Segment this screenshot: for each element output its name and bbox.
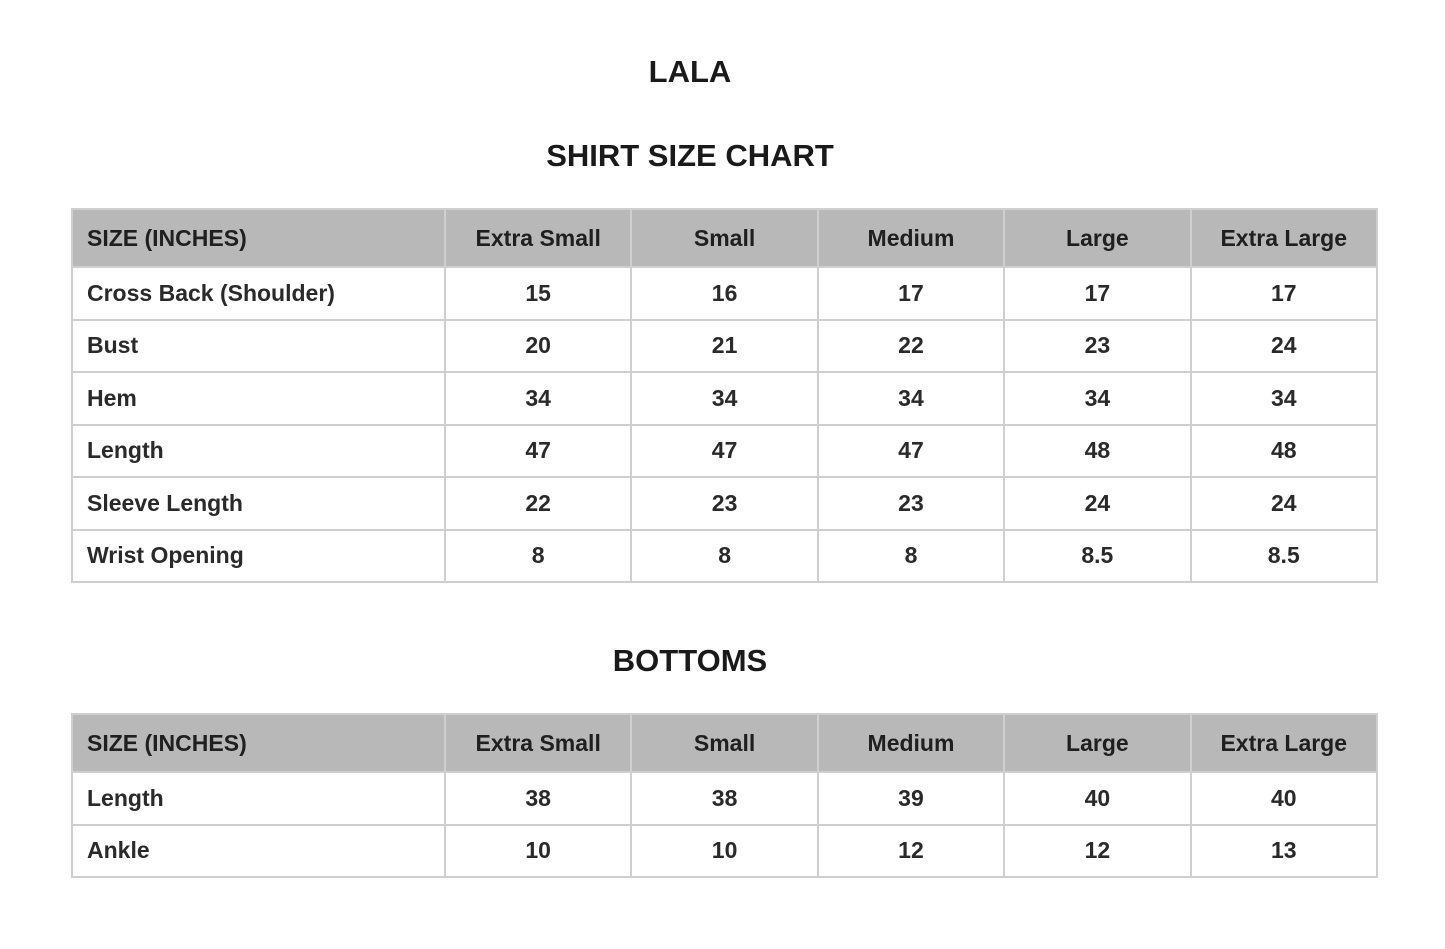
table-cell: 13 <box>1191 825 1377 878</box>
table-cell: 10 <box>631 825 817 878</box>
table-cell: 34 <box>1191 372 1377 425</box>
table-cell: 8 <box>631 530 817 583</box>
table-cell: 16 <box>631 267 817 320</box>
row-label: Ankle <box>72 825 445 878</box>
table-cell: 34 <box>818 372 1004 425</box>
table-row <box>72 772 1377 825</box>
table-cell: 17 <box>818 267 1004 320</box>
table-cell: 38 <box>445 772 631 825</box>
header-cell-extra-large: Extra Large <box>1191 714 1377 772</box>
table-cell: 34 <box>445 372 631 425</box>
table-cell: 23 <box>631 477 817 530</box>
table-cell: 10 <box>445 825 631 878</box>
table-cell: 15 <box>445 267 631 320</box>
header-cell-large: Large <box>1004 209 1190 267</box>
row-label: Bust <box>72 320 445 373</box>
table-cell: 8 <box>818 530 1004 583</box>
table-cell: 38 <box>631 772 817 825</box>
bottoms-size-table <box>71 713 1378 878</box>
table-cell: 20 <box>445 320 631 373</box>
table-cell: 40 <box>1191 772 1377 825</box>
table-cell: 47 <box>818 425 1004 478</box>
header-cell-small: Small <box>631 209 817 267</box>
header-cell-extra-small: Extra Small <box>445 714 631 772</box>
shirt-size-table <box>71 208 1378 583</box>
table-row <box>72 477 1377 530</box>
table-row <box>72 320 1377 373</box>
table-cell: 12 <box>1004 825 1190 878</box>
header-cell-medium: Medium <box>818 714 1004 772</box>
table-row <box>72 267 1377 320</box>
table-cell: 39 <box>818 772 1004 825</box>
table-cell: 12 <box>818 825 1004 878</box>
table-cell: 34 <box>1004 372 1190 425</box>
table-row <box>72 372 1377 425</box>
table-cell: 8.5 <box>1004 530 1190 583</box>
row-label: Sleeve Length <box>72 477 445 530</box>
header-cell-size-inches: SIZE (INCHES) <box>72 209 445 267</box>
table-cell: 34 <box>631 372 817 425</box>
table-cell: 22 <box>818 320 1004 373</box>
row-label: Length <box>72 425 445 478</box>
header-cell-extra-large: Extra Large <box>1191 209 1377 267</box>
table-cell: 48 <box>1004 425 1190 478</box>
table-cell: 8 <box>445 530 631 583</box>
table-row <box>72 425 1377 478</box>
header-cell-medium: Medium <box>818 209 1004 267</box>
header-cell-size-inches: SIZE (INCHES) <box>72 714 445 772</box>
table-cell: 17 <box>1004 267 1190 320</box>
row-label: Cross Back (Shoulder) <box>72 267 445 320</box>
table-cell: 48 <box>1191 425 1377 478</box>
header-cell-large: Large <box>1004 714 1190 772</box>
header-cell-extra-small: Extra Small <box>445 209 631 267</box>
table-cell: 22 <box>445 477 631 530</box>
table-row <box>72 530 1377 583</box>
table-row <box>72 825 1377 878</box>
table-cell: 24 <box>1191 477 1377 530</box>
table-cell: 47 <box>445 425 631 478</box>
table-cell: 47 <box>631 425 817 478</box>
table-cell: 17 <box>1191 267 1377 320</box>
row-label: Wrist Opening <box>72 530 445 583</box>
header-cell-small: Small <box>631 714 817 772</box>
table-cell: 23 <box>1004 320 1190 373</box>
row-label: Length <box>72 772 445 825</box>
table-cell: 8.5 <box>1191 530 1377 583</box>
bottoms-title: BOTTOMS <box>612 643 768 678</box>
row-label: Hem <box>72 372 445 425</box>
table-cell: 40 <box>1004 772 1190 825</box>
table-cell: 24 <box>1004 477 1190 530</box>
table-cell: 21 <box>631 320 817 373</box>
table-cell: 23 <box>818 477 1004 530</box>
brand-title: LALA <box>648 54 732 89</box>
shirt-size-chart-title: SHIRT SIZE CHART <box>546 138 834 173</box>
table-header-row <box>72 714 1377 772</box>
table-cell: 24 <box>1191 320 1377 373</box>
table-header-row <box>72 209 1377 267</box>
